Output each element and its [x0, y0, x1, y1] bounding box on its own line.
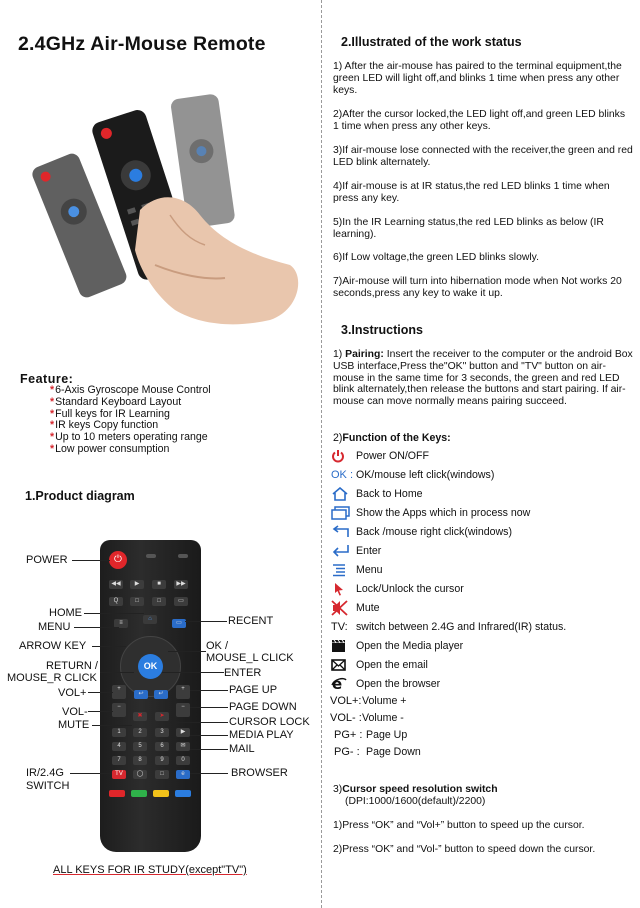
leader-line: [88, 711, 113, 712]
page-title: 2.4GHz Air-Mouse Remote: [18, 33, 266, 55]
label-vol-plus: VOL+: [58, 687, 87, 699]
key-row: VOL- : Volume -: [330, 711, 404, 724]
media-player-icon: [330, 638, 356, 654]
leader-line: [92, 725, 132, 726]
star-icon: *: [50, 442, 55, 455]
key-row: Menu: [330, 560, 383, 579]
key-row: PG- : Page Down: [334, 745, 421, 758]
key-row: Mute: [330, 598, 380, 617]
feature-item: *Low power consumption: [50, 442, 170, 455]
remote-vol-minus-key: −: [112, 703, 126, 717]
remote-num-key: 6: [155, 742, 169, 751]
speed-up-instruction: 1)Press “OK” and “Vol+” button to speed up the cursor.: [333, 820, 585, 831]
key-row: Power ON/OFF: [330, 446, 429, 465]
remote-num-key: 8: [133, 756, 147, 765]
feature-item: *IR keys Copy function: [50, 419, 159, 432]
remote-tv-key: TV: [112, 770, 126, 779]
remote-cursor-key: ➤: [155, 712, 169, 721]
label-page-down: PAGE DOWN: [229, 701, 297, 713]
remote-num-key: 0: [176, 756, 190, 765]
remote-diagram: [100, 540, 201, 852]
instructions-heading: 3.Instructions: [341, 323, 423, 337]
keys-heading: 2)Function of the Keys:: [333, 432, 451, 444]
work-status-item: 2)After the cursor locked,the LED light off,and green LED blinks 1 time when press any other keys.: [333, 109, 626, 132]
leader-line: [72, 560, 110, 561]
remote-key: ◯: [133, 770, 147, 779]
remote-key: Q: [109, 597, 123, 606]
key-row: Open the email: [330, 655, 428, 674]
remote-num-key: 3: [155, 728, 169, 737]
feature-item: *6-Axis Gyroscope Mouse Control: [50, 384, 211, 396]
remote-key: ◀◀: [109, 580, 123, 589]
browser-icon: [330, 676, 356, 692]
label-mouse-r-click: MOUSE_R CLICK: [7, 672, 97, 684]
green-color-key: [131, 790, 147, 797]
feature-item: *Up to 10 meters operating range: [50, 431, 208, 444]
pairing-paragraph: 1) Pairing: Insert the receiver to the computer or the android Box USB interface,Press the"OK" button and "TV" button on air-mouse in the same time for 3 seconds, the green and red LED blink alternately,then release the buttons and start pairing. If air-mouse can move normally means pairing succeed.: [333, 349, 633, 408]
label-enter: ENTER: [224, 667, 262, 679]
feature-item: *Standard Keyboard Layout: [50, 395, 182, 408]
key-row: PG+ : Page Up: [334, 728, 408, 741]
leader-line: [70, 773, 112, 774]
menu-icon: [330, 562, 356, 578]
remote-num-key: 9: [155, 756, 169, 765]
star-icon: *: [50, 395, 55, 408]
tv-icon: TV:: [331, 620, 348, 633]
pairing-label: Pairing:: [345, 349, 384, 360]
remote-key: ▶: [130, 580, 144, 589]
remote-num-key: 5: [133, 742, 147, 751]
red-color-key: [109, 790, 125, 797]
leader-line: [84, 613, 144, 614]
feature-list: [50, 385, 211, 456]
cursor-speed-heading: 3)Cursor speed resolution switch (DPI:1000/1600(default)/2200): [333, 784, 498, 807]
vol-plus-code: VOL+:: [330, 694, 362, 707]
mute-icon: [330, 600, 356, 616]
leader-line: [190, 707, 228, 708]
page-down-code: PG- :: [334, 745, 360, 758]
remote-menu-key: ≡: [114, 619, 128, 628]
label-mute: MUTE: [58, 719, 90, 731]
remote-key: ■: [152, 580, 166, 589]
label-recent: RECENT: [228, 615, 274, 627]
leader-line: [170, 722, 228, 723]
mail-icon: [330, 657, 356, 673]
remote-num-key: 4: [112, 742, 126, 751]
home-icon: [330, 486, 356, 502]
product-diagram-heading: 1.Product diagram: [25, 489, 135, 503]
label-menu: MENU: [38, 621, 71, 633]
right-column: [330, 0, 635, 908]
work-status-item: 1) After the air-mouse has paired to the terminal equipment,the green LED will light off,and blinks 1 time when press any other keys.: [333, 61, 622, 96]
leader-line: [74, 627, 119, 628]
blue-color-key: [175, 790, 191, 797]
column-divider: [321, 0, 322, 908]
remote-ok-key: OK: [138, 654, 163, 679]
remote-media-key: ▶: [176, 728, 190, 737]
leader-line: [190, 773, 228, 774]
key-row: Enter: [330, 541, 381, 560]
leader-line: [190, 749, 228, 750]
label-home: HOME: [49, 607, 82, 619]
remote-indicator: [146, 554, 156, 558]
label-mail: MAIL: [229, 743, 255, 755]
label-arrow-key: ARROW KEY: [19, 640, 87, 652]
hero-remote-illustration: [20, 90, 310, 350]
remote-num-key: 2: [133, 728, 147, 737]
key-row: Show the Apps which in process now: [330, 503, 530, 522]
remote-key: □: [155, 770, 169, 779]
recent-apps-icon: [330, 505, 356, 521]
star-icon: *: [50, 384, 55, 396]
cursor-lock-icon: [330, 581, 356, 597]
leader-line: [190, 735, 228, 736]
label-power: POWER: [26, 554, 68, 566]
leader-line: [92, 646, 126, 647]
label-switch: SWITCH: [26, 780, 70, 792]
feature-item: *Full keys for IR Learning: [50, 407, 170, 420]
label-page-up: PAGE UP: [229, 684, 278, 696]
star-icon: *: [50, 407, 55, 420]
enter-icon: [330, 543, 356, 559]
leader-line: [100, 672, 134, 673]
return-icon: [330, 524, 356, 540]
remote-num-key: 7: [112, 756, 126, 765]
remote-key: ▶▶: [174, 580, 188, 589]
remote-key: ▭: [174, 597, 188, 606]
ir-study-note: ALL KEYS FOR IR STUDY(except"TV"): [53, 864, 247, 876]
remote-indicator: [178, 554, 188, 558]
work-status-item: 5)In the IR Learning status,the red LED blinks as below (IR learning).: [333, 217, 604, 240]
label-return: RETURN /: [46, 660, 98, 672]
svg-text:e: e: [332, 675, 343, 692]
remote-mute-key: ✖: [133, 712, 147, 721]
label-vol-minus: VOL-: [62, 706, 88, 718]
work-status-item: 4)If air-mouse is at IR status,the red LED blinks 1 time when press any key.: [333, 181, 610, 204]
remote-browser-key: e: [176, 770, 190, 779]
page-up-code: PG+ :: [334, 728, 363, 741]
remote-mail-key: ✉: [176, 742, 190, 751]
key-row: TV: switch between 2.4G and Infrared(IR) status.: [331, 620, 567, 633]
feature-heading: Feature:: [20, 372, 74, 386]
key-row: Lock/Unlock the cursor: [330, 579, 464, 598]
leader-line: [168, 651, 206, 652]
power-icon: [330, 448, 356, 464]
remote-page-down-key: −: [176, 703, 190, 717]
label-browser: BROWSER: [231, 767, 288, 779]
key-row: Back /mouse right click(windows): [330, 522, 512, 541]
work-status-item: 3)If air-mouse lose connected with the receiver,the green and red LED blink alternately.: [333, 145, 633, 168]
work-status-heading: 2.Illustrated of the work status: [341, 35, 522, 49]
leader-line: [185, 621, 227, 622]
vol-minus-code: VOL- :: [330, 711, 362, 724]
leader-line: [190, 690, 228, 691]
power-icon: ⏻: [109, 551, 127, 569]
remote-vol-plus-key: +: [112, 685, 126, 699]
remote-num-key: 1: [112, 728, 126, 737]
remote-page-up-key: +: [176, 685, 190, 699]
work-status-item: 7)Air-mouse will turn into hibernation mode when Not works 20 seconds,press any key to wake it up.: [333, 276, 622, 299]
key-row: Open the Media player: [330, 636, 463, 655]
remote-key: □: [152, 597, 166, 606]
remote-home-key: ⌂: [143, 615, 157, 624]
star-icon: *: [50, 419, 55, 432]
key-row: OK : OK/mouse left click(windows): [331, 468, 495, 481]
speed-down-instruction: 2)Press “OK” and “Vol-” button to speed down the cursor.: [333, 844, 596, 855]
key-row: Back to Home: [330, 484, 423, 503]
remote-enter-key: ↵: [154, 690, 168, 699]
remote-key: □: [130, 597, 144, 606]
remote-return-key: ↩: [134, 690, 148, 699]
label-mouse-l-click: MOUSE_L CLICK: [206, 652, 294, 664]
key-row: VOL+: Volume +: [330, 694, 407, 707]
work-status-item: 6)If Low voltage,the green LED blinks slowly.: [333, 252, 539, 263]
label-media-play: MEDIA PLAY: [229, 729, 294, 741]
leader-line: [162, 672, 224, 673]
star-icon: *: [50, 431, 55, 444]
label-cursor-lock: CURSOR LOCK: [229, 716, 310, 728]
label-ok: OK /: [206, 640, 229, 652]
label-ir-24g: IR/2.4G: [26, 767, 64, 779]
remote-recent-key: ▭: [172, 619, 186, 628]
ok-icon: OK :: [331, 468, 354, 481]
key-row: e Open the browser: [332, 675, 441, 692]
leader-line: [88, 692, 113, 693]
yellow-color-key: [153, 790, 169, 797]
